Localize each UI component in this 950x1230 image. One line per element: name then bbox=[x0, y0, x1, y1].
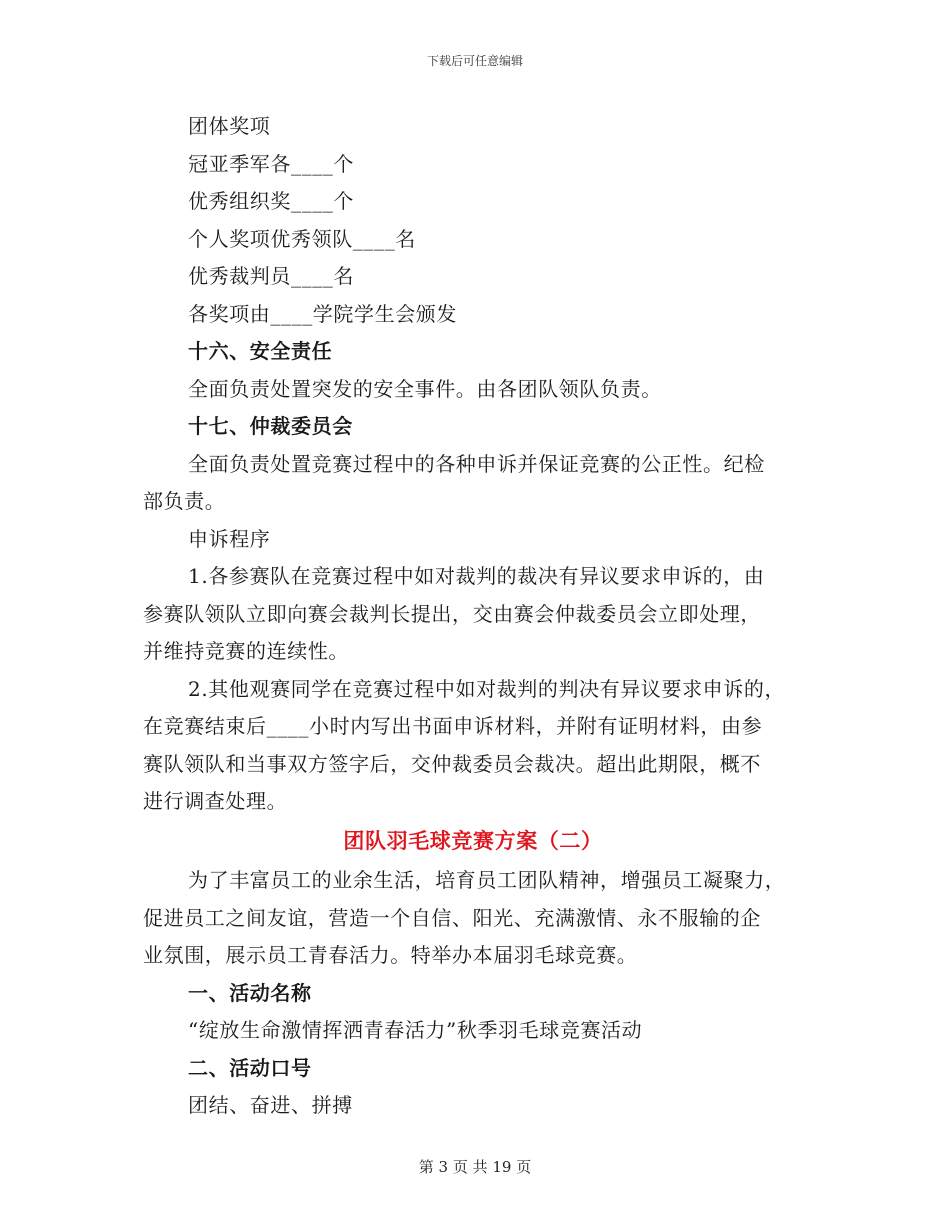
award-champions-line: 冠亚季军各____个 bbox=[188, 151, 354, 176]
award-team-label: 团体奖项 bbox=[188, 114, 271, 138]
appeal-procedure-label: 申诉程序 bbox=[188, 526, 271, 551]
section-heading-2: 二、活动口号 bbox=[188, 1055, 312, 1080]
award-issuer-line: 各奖项由____学院学生会颁发 bbox=[188, 301, 457, 326]
section-heading-17: 十七、仲裁委员会 bbox=[188, 414, 353, 438]
appeal-item-1-line-2: 参赛队领队立即向赛会裁判长提出，交由赛会仲裁委员会立即处理， bbox=[143, 601, 761, 626]
section-heading-16: 十六、安全责任 bbox=[188, 339, 333, 363]
appeal-item-2-line-4: 进行调查处理。 bbox=[143, 789, 288, 813]
section-heading-1: 一、活动名称 bbox=[188, 980, 312, 1005]
document-body bbox=[143, 108, 803, 1125]
award-organization-line: 优秀组织奖____个 bbox=[188, 189, 354, 213]
document-title: 团队羽毛球竞赛方案（二） bbox=[343, 828, 603, 853]
appeal-item-2-line-1: 2.其他观赛同学在竞赛过程中如对裁判的判决有异议要求申诉的， bbox=[188, 676, 786, 701]
appeal-item-1-line-1: 1.各参赛队在竞赛过程中如对裁判的裁决有异议要求申诉的，由 bbox=[188, 564, 765, 588]
appeal-item-1-line-3: 并维持竞赛的连续性。 bbox=[143, 639, 349, 663]
safety-text: 全面负责处置突发的安全事件。由各团队领队负责。 bbox=[188, 376, 662, 401]
header-note: 下载后可任意编辑 bbox=[426, 54, 523, 68]
arbitration-text-line-2: 部负责。 bbox=[143, 489, 226, 513]
award-individual-line: 个人奖项优秀领队____名 bbox=[188, 226, 416, 251]
page-number: 第 3 页 共 19 页 bbox=[418, 1158, 532, 1176]
appeal-item-2-line-3: 赛队领队和当事双方签字后，交仲裁委员会裁决。超出此期限，概不 bbox=[143, 751, 761, 776]
activity-name: “绽放生命激情挥洒青春活力”秋季羽毛球竞赛活动 bbox=[188, 1018, 643, 1042]
appeal-item-2-line-2: 在竞赛结束后____小时内写出书面申诉材料，并附有证明材料，由参 bbox=[143, 714, 763, 738]
intro-line-2: 促进员工之间友谊，营造一个自信、阳光、充满激情、永不服输的企 bbox=[143, 905, 761, 930]
activity-slogan: 团结、奋进、拼搏 bbox=[188, 1093, 353, 1117]
intro-line-3: 业氛围，展示员工青春活力。特举办本届羽毛球竞赛。 bbox=[143, 943, 638, 967]
award-referee-line: 优秀裁判员____名 bbox=[188, 264, 354, 288]
intro-line-1: 为了丰富员工的业余生活，培育员工团队精神，增强员工凝聚力， bbox=[188, 868, 786, 892]
arbitration-text-line-1: 全面负责处置竞赛过程中的各种申诉并保证竞赛的公正性。纪检 bbox=[188, 451, 765, 476]
